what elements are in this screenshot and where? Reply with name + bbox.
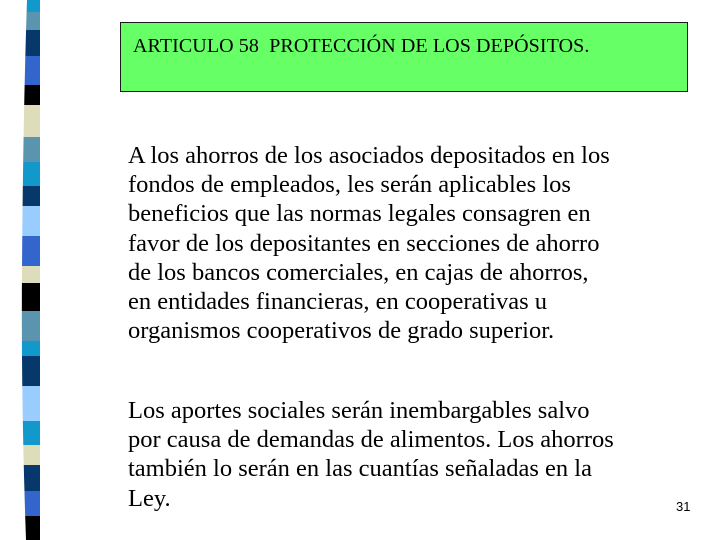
paragraph-line: en entidades financieras, en cooperativas u [128, 288, 548, 316]
paragraph-line: fondos de empleados, les serán aplicables los [128, 171, 571, 199]
paragraph-line: organismos cooperativos de grado superior. [128, 317, 555, 345]
paragraph-line: también lo serán en las cuantías señaladas en la [128, 455, 592, 483]
paragraph-line: beneficios que las normas legales consagren en [128, 200, 591, 228]
decorative-stripe-band [0, 0, 60, 540]
paragraph-line: Ley. [128, 484, 171, 512]
page-number: 31 [676, 499, 691, 514]
slide-title: ARTICULO 58 PROTECCIÓN DE LOS DEPÓSITOS. [133, 35, 590, 57]
title-box [120, 22, 688, 92]
body-paragraph-1 [128, 141, 708, 345]
paragraph-line: favor de los depositantes en secciones de ahorro [128, 229, 600, 257]
body-paragraph-2 [128, 396, 708, 513]
paragraph-line: de los bancos comerciales, en cajas de ahorros, [128, 258, 589, 286]
paragraph-line: Los aportes sociales serán inembargables salvo [128, 397, 590, 424]
paragraph-line: por causa de demandas de alimentos. Los ahorros [128, 426, 614, 454]
paragraph-line: A los ahorros de los asociados depositados en los [128, 142, 610, 169]
